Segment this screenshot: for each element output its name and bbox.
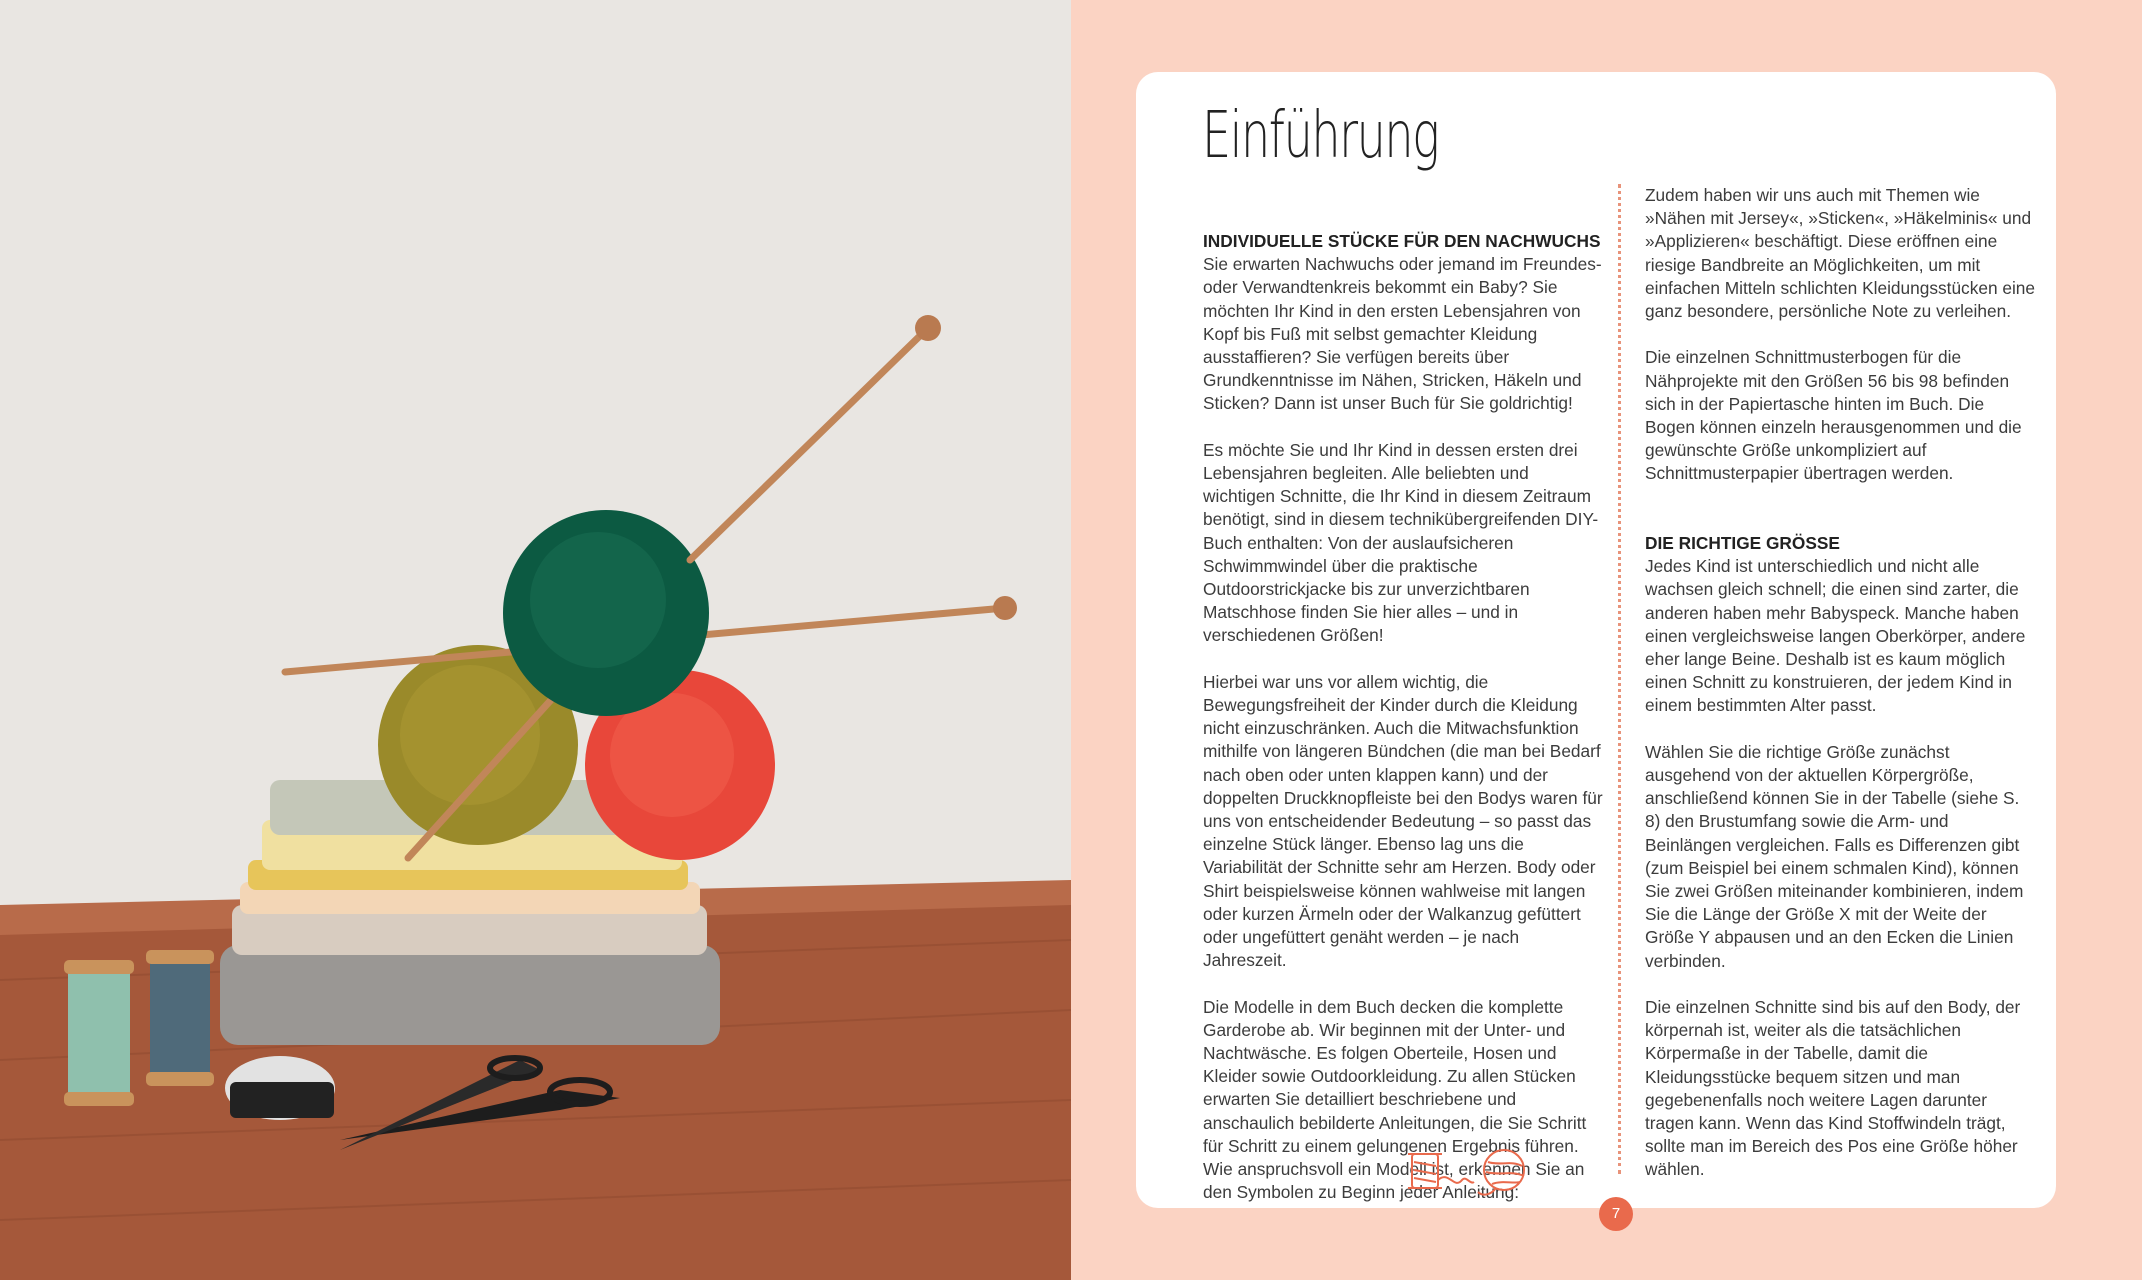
column-left: [1203, 230, 1603, 1204]
paragraph: Hierbei war uns vor allem wichtig, die Bewegungsfreiheit der Kinder durch die Kleidung nicht einzuschränken. Auch die Mitwachsfunktion mithilfe von längeren Bündchen (die man bei Bedarf nach oben oder unten klappen kann) und der doppelten Druckknopfleiste bei den Bodys waren für uns von entscheidender Bedeutung – so passt das einzelne Stück länger. Ebenso lag uns die Variabilität der Schnitte sehr am Herzen. Body oder Shirt beispielsweise können wahlweise mit langen oder kurzen Ärmeln oder der Walkanzug gefüttert oder ungefüttert genäht werden – je nach Jahreszeit.: [1203, 671, 1603, 971]
thread-spool-icon: [1408, 1154, 1474, 1188]
yarn-ball-icon: [1478, 1150, 1524, 1195]
section-heading-nachwuchs: INDIVIDUELLE STÜCKE FÜR DEN NACHWUCHS: [1203, 231, 1601, 251]
paragraph: Die Modelle in dem Buch decken die komplette Garderobe ab. Wir beginnen mit der Unter- und Nachtwäsche. Es folgen Oberteile, Hosen und Kleider sowie Outdoorkleidung. Zu allen Stücken erwarten Sie detailliert beschriebene und anschaulich bebilderte Anleitungen, die Sie Schritt für Schritt zu einem gelungenen Ergebnis führen. Wie anspruchsvoll ein Modell ist, erkennen Sie an den Symbolen zu Beginn jeder Anleitung:: [1203, 996, 1587, 1203]
spacer: [1645, 509, 2037, 532]
page-title: Einführung: [1202, 99, 1439, 173]
section-heading-groesse: DIE RICHTIGE GRÖSSE: [1645, 533, 1840, 553]
page-number-badge: 7: [1599, 1197, 1633, 1231]
paragraph: Wählen Sie die richtige Größe zunächst ausgehend von der aktuellen Körpergröße, anschließend können Sie in der Tabelle (siehe S. 8) den Brustumfang sowie die Arm- und Beinlängen vergleichen. Falls es Differenzen gibt (zum Beispiel bei einem schmalen Kind), können Sie zwei Größen miteinander kombinieren, indem Sie die Länge der Größe X mit der Weite der Größe Y abpausen und an den Ecken die Linien verbinden.: [1645, 741, 2024, 971]
column-right: [1645, 184, 2037, 1182]
paragraph: Jedes Kind ist unterschiedlich und nicht alle wachsen gleich schnell; die einen sind zarter, die anderen haben mehr Babyspeck. Manche haben einen vergleichsweise langen Oberkörper, andere eher lange Beine. Deshalb ist es kaum möglich einen Schnitt zu konstruieren, der jedem Kind in einem bestimmten Alter passt.: [1645, 556, 2026, 716]
paragraph: Die einzelnen Schnittmusterbogen für die Nähprojekte mit den Größen 56 bis 98 befinden sich in der Papiertasche hinten im Buch. Die Bogen können einzeln herausgenommen und die gewünschte Größe unkompliziert auf Schnittmusterpapier übertragen werden.: [1645, 347, 2022, 484]
difficulty-symbols: [1404, 1140, 1534, 1205]
grey-fabric: [220, 945, 720, 1045]
paragraph: Die einzelnen Schnitte sind bis auf den Body, der körpernah ist, weiter als die tatsächlichen Körpermaße in der Tabelle, damit die Kleidungsstücke bequem sitzen und man gegebenenfalls noch weitere Lagen darunter tragen kann. Wenn das Kind Stoffwindeln trägt, sollte man im Bereich des Pos eine Größe höher wählen.: [1645, 997, 2021, 1180]
paragraph: Es möchte Sie und Ihr Kind in dessen ersten drei Lebensjahren begleiten. Alle beliebten und wichtigen Schnitte, die Ihr Kind in diesem Zeitraum benötigt, sind in diesem technikübergreifenden DIY-Buch enthalten: Von der auslaufsicheren Schwimmwindel über die praktische Outdoorstrickjacke bis zur unverzichtbaren Matschhose finden Sie hier alles – und in verschiedenen Größen!: [1203, 439, 1599, 646]
paragraph: Sie erwarten Nachwuchs oder jemand im Freundes- oder Verwandtenkreis bekommt ein Baby? Sie möchten Ihr Kind in den ersten Lebensjahren von Kopf bis Fuß mit selbst gemachter Kleidung ausstaffieren? Sie verfügen bereits über Grundkenntnisse im Nähen, Stricken, Häkeln und Sticken? Dann ist unser Buch für Sie goldrichtig!: [1203, 254, 1602, 414]
column-divider: [1618, 184, 1621, 1174]
paragraph: Zudem haben wir uns auch mit Themen wie »Nähen mit Jersey«, »Sticken«, »Häkelminis« und »Applizieren« beschäftigt. Diese eröffnen eine riesige Bandbreite an Möglichkeiten, um mit einfachen Mitteln schlichten Kleidungsstücken eine ganz besondere, persönliche Note zu verleihen.: [1645, 185, 2036, 322]
